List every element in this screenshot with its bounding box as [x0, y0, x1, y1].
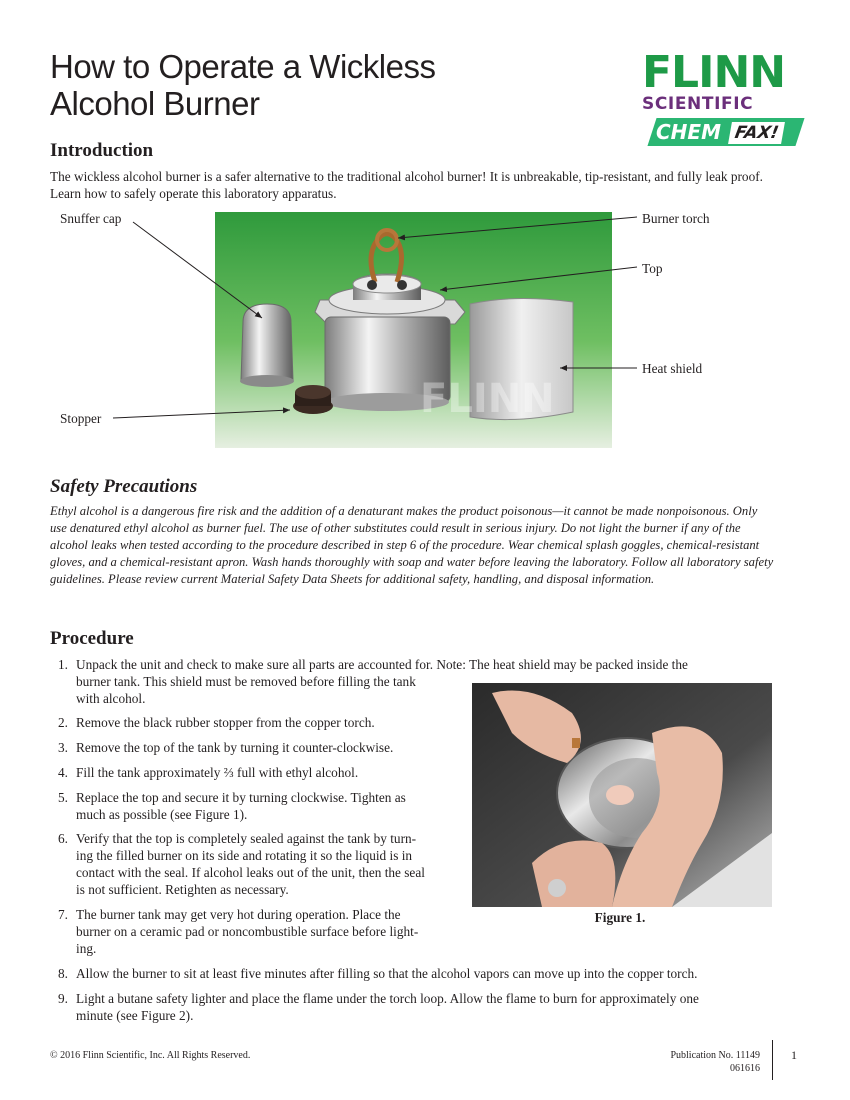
- step-line: ing.: [76, 941, 97, 956]
- step-line: is not sufficient. Retighten as necessary.: [76, 882, 289, 897]
- logo-fax: FAX!: [728, 122, 785, 144]
- label-snuffer-cap: Snuffer cap: [60, 211, 122, 226]
- label-stopper: Stopper: [60, 411, 102, 426]
- logo-brand: FLINN: [642, 47, 786, 98]
- step-number: 1.: [58, 657, 68, 672]
- step-line: Verify that the top is completely sealed against the tank by turn-: [76, 831, 417, 846]
- step-line: ing the filled burner on its side and rotating it so the liquid is in: [76, 848, 413, 863]
- introduction-text: The wickless alcohol burner is a safer alternative to the traditional alcohol burner! It is unbreakable, tip-resistant, and fully leak proof. Learn how to safely operate this laboratory apparatus.: [50, 169, 763, 201]
- publication-number: Publication No. 11149: [670, 1050, 760, 1061]
- publication-code: 061616: [730, 1063, 760, 1074]
- step-number: 7.: [58, 907, 68, 922]
- step-line: The burner tank may get very hot during operation. Place the: [76, 907, 401, 922]
- label-heat-shield: Heat shield: [642, 361, 703, 376]
- figure-1-caption: Figure 1.: [594, 910, 646, 925]
- photo-watermark: FLINN: [420, 376, 555, 422]
- step-line: Light a butane safety lighter and place the flame under the torch loop. Allow the flame to burn for approximately one: [76, 991, 699, 1006]
- introduction-heading: Introduction: [50, 140, 154, 161]
- step-line: Remove the top of the tank by turning it counter-clockwise.: [76, 740, 394, 755]
- step-number: 4.: [58, 765, 68, 780]
- step-line: Replace the top and secure it by turning clockwise. Tighten as: [76, 790, 406, 805]
- step-line: Unpack the unit and check to make sure all parts are accounted for. Note: The heat shield may be packed inside the: [76, 657, 688, 672]
- step-number: 5.: [58, 790, 68, 805]
- page-title-line-1: How to Operate a Wickless: [50, 48, 436, 85]
- footer-copyright: © 2016 Flinn Scientific, Inc. All Rights Reserved.: [50, 1050, 251, 1061]
- step-line: Remove the black rubber stopper from the copper torch.: [76, 715, 375, 730]
- procedure-heading: Procedure: [50, 628, 134, 649]
- safety-heading: Safety Precautions: [50, 476, 198, 497]
- step-line: burner on a ceramic pad or noncombustible surface before light-: [76, 924, 419, 939]
- page-title: [50, 48, 610, 122]
- page-title-line-2: Alcohol Burner: [50, 85, 260, 122]
- step-line: Fill the tank approximately ⅔ full with ethyl alcohol.: [76, 765, 359, 780]
- logo-sub: SCIENTIFIC: [642, 94, 754, 114]
- step-number: 2.: [58, 715, 68, 730]
- step-line: burner tank. This shield must be removed before filling the tank: [76, 674, 416, 689]
- footer-divider: [772, 1040, 773, 1080]
- step-line: with alcohol.: [76, 691, 146, 706]
- label-burner-torch: Burner torch: [642, 211, 710, 226]
- step-line: contact with the seal. If alcohol leaks out of the unit, then the seal: [76, 865, 425, 880]
- logo-chem: CHEM: [656, 120, 721, 144]
- burner-parts-photo: [215, 212, 612, 448]
- step-line: Allow the burner to sit at least five minutes after filling so that the alcohol vapors can move up into the copper torch.: [76, 966, 698, 981]
- step-number: 8.: [58, 966, 68, 981]
- step-line: minute (see Figure 2).: [76, 1008, 194, 1023]
- step-number: 9.: [58, 991, 68, 1006]
- step-number: 6.: [58, 831, 68, 846]
- step-number: 3.: [58, 740, 68, 755]
- snuffer-cap-shape: [241, 304, 293, 384]
- flinn-logo: [638, 47, 808, 150]
- figure-1-photo: [472, 683, 772, 907]
- page-number: 1: [791, 1048, 797, 1062]
- footer-publication: [640, 1049, 760, 1075]
- step-line: much as possible (see Figure 1).: [76, 807, 248, 822]
- label-top: Top: [642, 261, 663, 276]
- safety-text: Ethyl alcohol is a dangerous fire risk and the addition of a denaturant makes the product poisonous—it cannot be made nonpoisonous. Only use denatured ethyl alcohol as burner fuel. The use of other substitutes could result in serious injury. Do not light the burner if any of the alcohol leaks when tested according to the procedure described in step 6 of the procedure. Wear chemical splash goggles, chemical-resistant gloves, and a chemical-resistant apron. Wash hands thoroughly with soap and water before leaving the laboratory. Follow all laboratory safety guidelines. Please review current Material Safety Data Sheets for additional safety, handling, and disposal information.: [50, 504, 774, 586]
